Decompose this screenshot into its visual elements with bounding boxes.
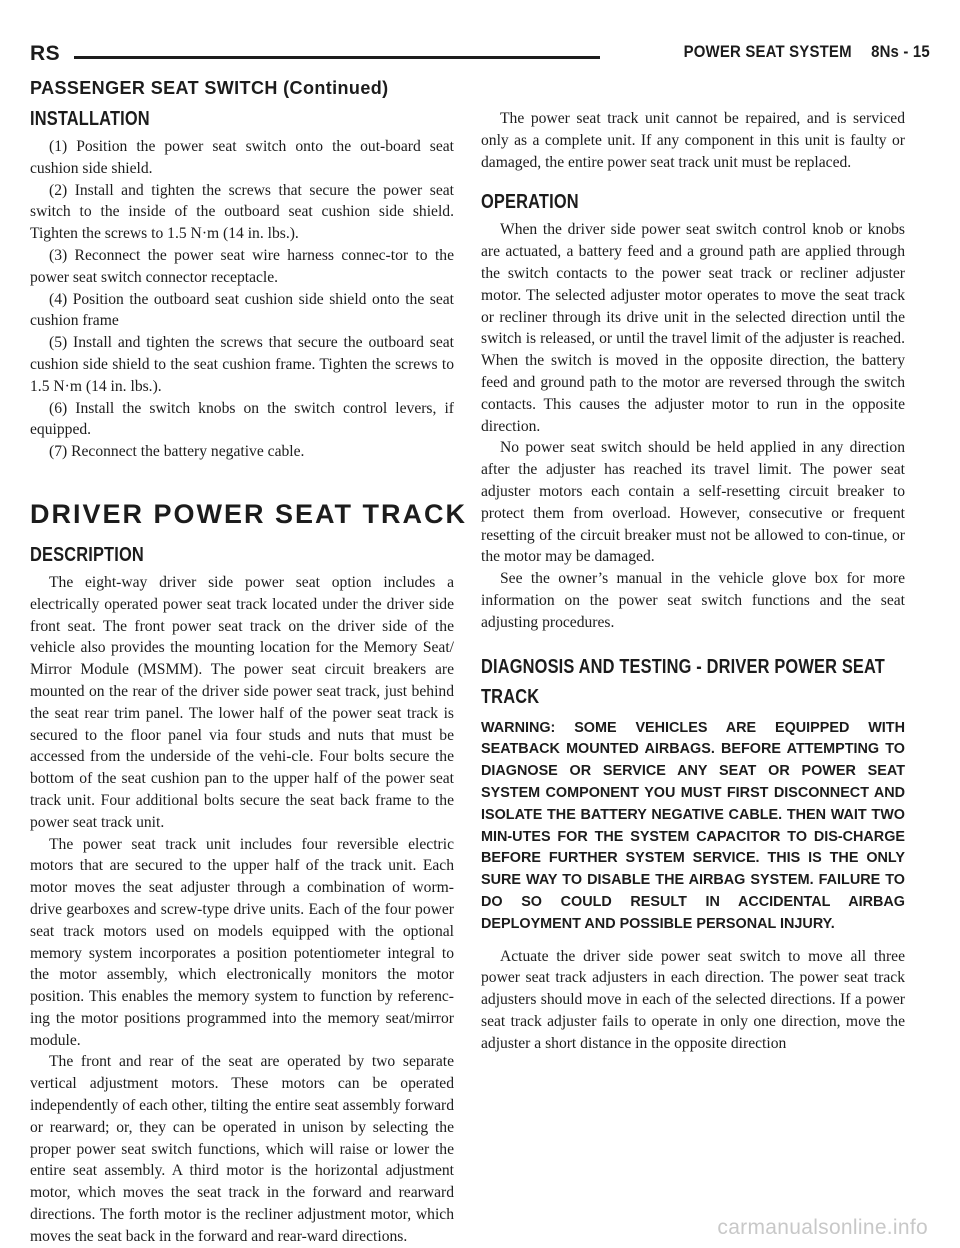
header-rule	[74, 56, 600, 59]
diagnosis-paragraph: Actuate the driver side power seat switch to move all three power seat track adjusters in each direction. The power seat track adjusters should move in each of the selected directions. If a power seat track adjuster fails to operate in only one direction, move the adjuster a short distance in the opposite direction	[481, 947, 905, 1052]
warning-text: WARNING: SOME VEHICLES ARE EQUIPPED WITH SEATBACK MOUNTED AIRBAGS. BEFORE ATTEMPTING TO DIAGNOSE OR SERVICE ANY SEAT OR POWER SEAT SYSTEM COMPONENT YOU MUST FIRST DISCONNECT AND ISOLATE THE BATTERY NEGATIVE CABLE. THEN WAIT TWO MIN-UTES FOR THE SYSTEM CAPACITOR TO DIS-CHARGE BEFORE FURTHER SYSTEM SERVICE. THIS IS THE ONLY SURE WAY TO DISABLE THE AIRBAG SYSTEM. FAILURE TO DO SO COULD RESULT IN ACCIDENTAL AIRBAG DEPLOYMENT AND POSSIBLE PERSONAL INJURY.	[481, 719, 905, 932]
operation-paragraph: When the driver side power seat switch control knob or knobs are actuated, a battery feed and a ground path are applied through the switch contacts to the power seat track or recliner adjuster motor. The selected adjuster motor operates to move the seat track or recliner through its drive unit in the selected direction until the switch is released, or until the travel limit of the adjuster is reached. When the switch is moved in the opposite direction, the battery feed and ground path to the motor are reversed through the switch contacts. This causes the adjuster motor to run in the opposite direction.	[481, 221, 905, 435]
install-step: (6) Install the switch knobs on the switch control levers, if equipped.	[30, 399, 454, 439]
model-code: RS	[30, 42, 61, 65]
left-column	[30, 108, 468, 1248]
install-step: (7) Reconnect the battery negative cable.	[49, 443, 305, 461]
description-paragraph: The power seat track unit includes four reversible electric motors that are secured to the upper half of the track unit. Each motor moves the seat adjuster through a combination of worm-drive gearboxes and screw-type drive units. Each of the four power seat track motors used on models equipped with the optional memory system incorporates a position potentiometer integral to the motor assembly, which electronically monitors the motor position. This enables the memory system to function by referenc-ing the motor positions programmed into the memory seat/mirror module.	[30, 835, 454, 1049]
install-step: (1) Position the power seat switch onto the out-board seat cushion side shield.	[30, 138, 454, 177]
diagnosis-heading: DIAGNOSIS AND TESTING - DRIVER POWER SEAT TRACK	[481, 655, 886, 708]
right-column	[481, 108, 905, 1054]
install-step: (4) Position the outboard seat cushion side shield onto the seat cushion frame	[30, 290, 454, 330]
install-step: (2) Install and tighten the screws that secure the power seat switch to the inside of the outboard seat cushion side shield. Tighten the screws to 1.5 N·m (14 in. lbs.).	[30, 181, 454, 243]
installation-heading: INSTALLATION	[30, 108, 150, 130]
description-paragraph: The eight-way driver side power seat option includes a electrically operated power seat track located under the driver side front seat. The front power seat track on the driver side of the vehicle also provides the mounting location for the Memory Seat/ Mirror Module (MSMM). The power seat circuit breakers are mounted on the rear of the driver side power seat track, just behind the seat rear trim panel. The lower half of the power seat track is secured to the floor panel via four studs and nuts that must be accessed from the underside of the vehi-cle. Four bolts secure the bottom of the seat cushion pan to the upper half of the power seat track unit. Four additional bolts secure the seat back frame to the power seat track unit.	[30, 573, 454, 831]
install-step: (5) Install and tighten the screws that secure the outboard seat cushion side shield to the seat cushion frame. Tighten the screws to 1.5 N·m (14 in. lbs.).	[30, 334, 454, 395]
section-name: POWER SEAT SYSTEM	[683, 42, 852, 61]
operation-paragraph: No power seat switch should be held applied in any direction after the adjuster has reached its travel limit. The power seat adjuster motors each contain a self-resetting circuit breaker to protect them from overload. However, consecutive or frequent resetting of the circuit breaker must not be allowed to con-tinue, or the motor may be damaged.	[481, 439, 905, 566]
operation-paragraph: See the owner’s manual in the vehicle glove box for more information on the power seat switch functions and the seat adjusting procedures.	[481, 570, 905, 631]
page-number: 8Ns - 15	[871, 42, 930, 61]
description-paragraph: The front and rear of the seat are operated by two separate vertical adjustment motors. These motors can be operated independently of each other, tilting the entire seat assembly forward or rearward; or, they can be operated in unison by selecting the proper power seat switch functions, which will raise or lower the entire seat assembly. A third motor is the horizontal adjustment motor, which moves the seat track in the forward and rearward directions. The forth motor is the recliner adjustment motor, which moves the seat back in the forward and rear-ward directions.	[30, 1053, 454, 1245]
description-paragraph: The power seat track unit cannot be repaired, and is serviced only as a complete unit. If any component in this unit is faulty or damaged, the entire power seat track unit must be replaced.	[481, 110, 905, 171]
header-right	[684, 42, 930, 62]
install-step: (3) Reconnect the power seat wire harness connec-tor to the power seat switch connector receptacle.	[30, 246, 454, 286]
watermark: carmanualsonline.info	[717, 1216, 928, 1239]
operation-heading: OPERATION	[481, 191, 579, 214]
section-title: DRIVER POWER SEAT TRACK	[30, 498, 468, 529]
description-heading: DESCRIPTION	[30, 543, 144, 566]
continued-title: PASSENGER SEAT SWITCH (Continued)	[30, 78, 389, 98]
page-header	[30, 42, 930, 72]
